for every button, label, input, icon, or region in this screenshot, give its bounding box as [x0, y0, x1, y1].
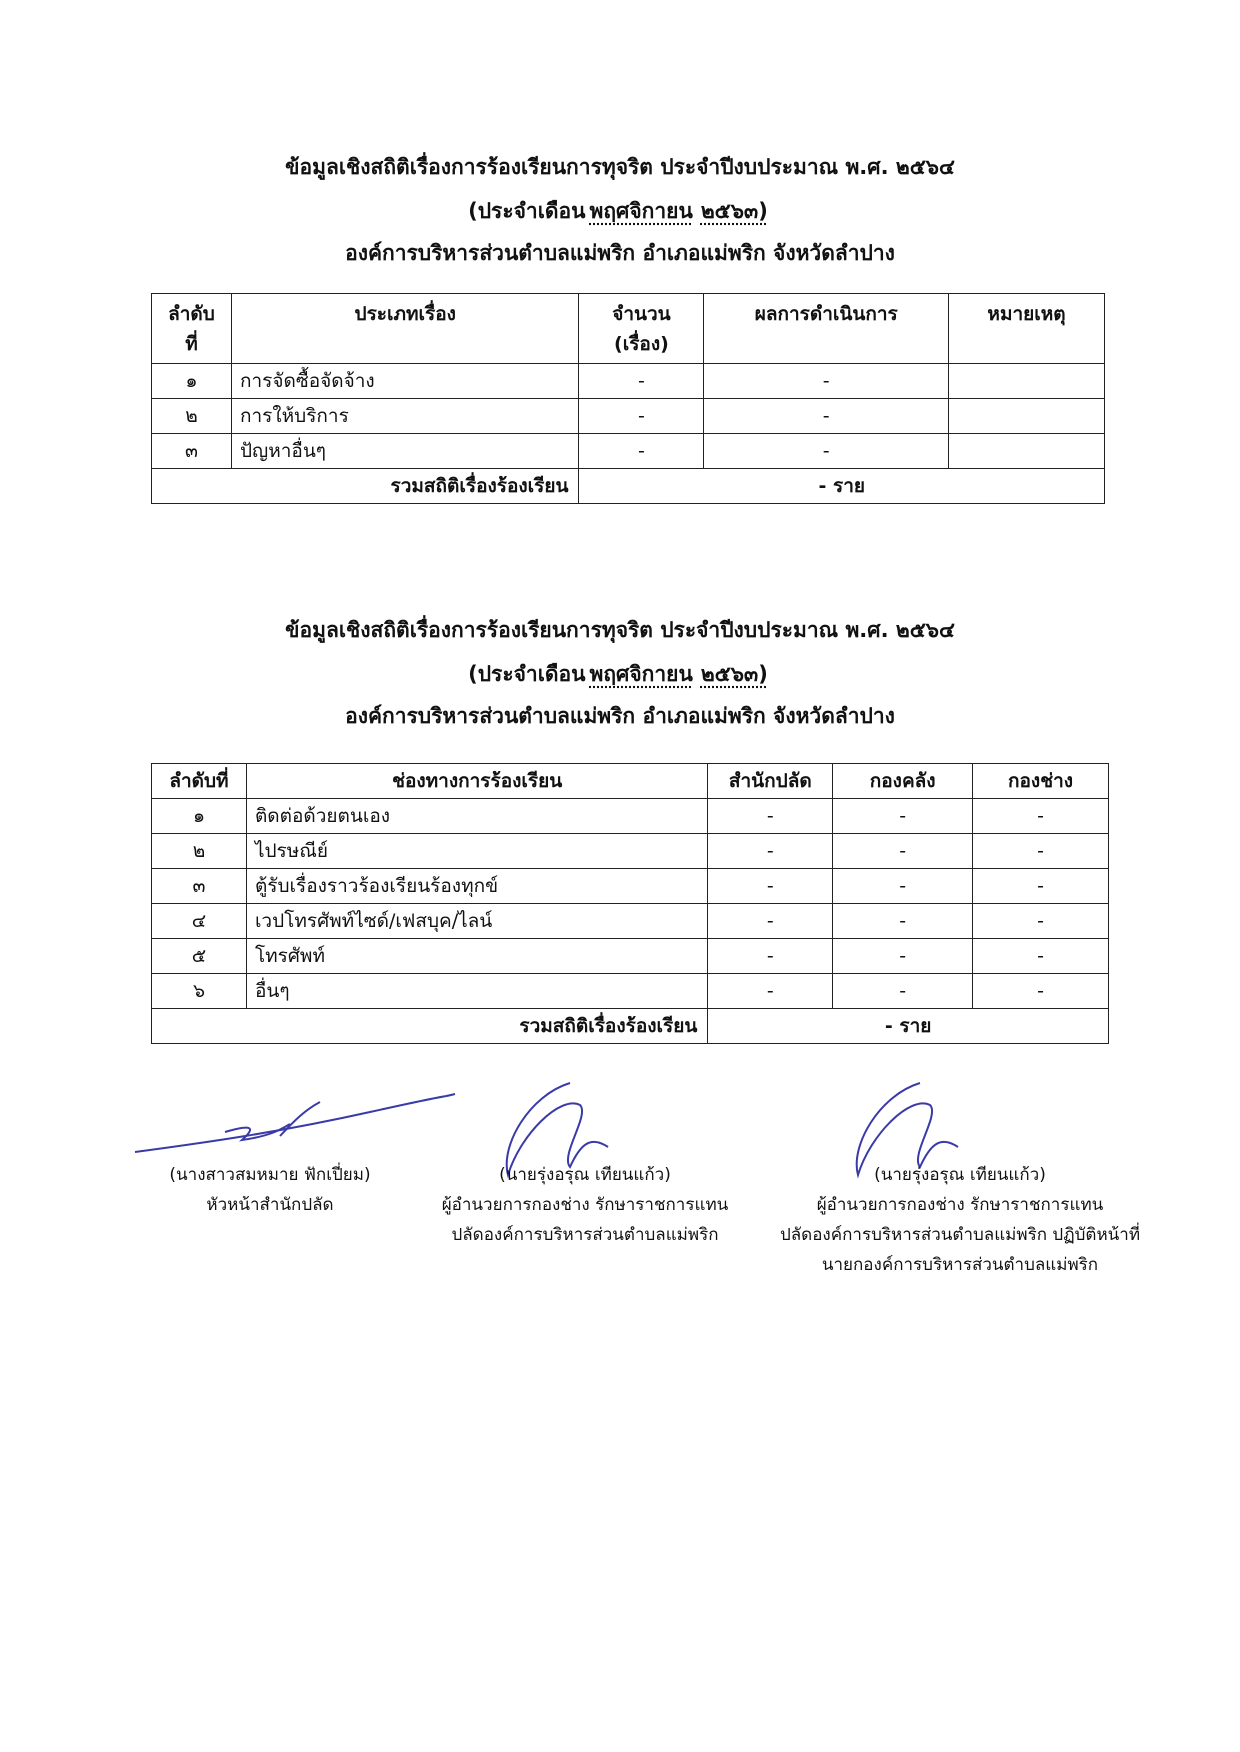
signature-1-image — [130, 1080, 460, 1160]
cell-works: - — [973, 834, 1109, 869]
header-office: สำนักปลัด — [708, 764, 833, 799]
table-header-row — [152, 294, 1105, 364]
table-row — [152, 974, 1109, 1009]
cell-result: - — [704, 434, 949, 469]
cell-no: ๕ — [152, 939, 247, 974]
cell-channel: ติดต่อด้วยตนเอง — [246, 799, 707, 834]
cell-channel: โทรศัพท์ — [246, 939, 707, 974]
cell-result: - — [704, 364, 949, 399]
table-row — [152, 904, 1109, 939]
cell-office: - — [708, 904, 833, 939]
report2-month-line — [0, 659, 1240, 689]
cell-count: - — [579, 399, 704, 434]
header-result: ผลการดำเนินการ — [704, 294, 949, 364]
signatory-position: ผู้อำนวยการกองช่าง รักษาราชการแทน — [816, 1195, 1104, 1215]
report1-month-year: ๒๕๖๓) — [700, 199, 768, 223]
cell-finance: - — [833, 974, 973, 1009]
cell-channel: ไปรษณีย์ — [246, 834, 707, 869]
cell-channel: ตู้รับเรื่องราวร้องเรียนร้องทุกข์ — [246, 869, 707, 904]
report1-heading — [0, 152, 1240, 268]
header-count: จำนวน (เรื่อง) — [579, 294, 704, 364]
cell-type: ปัญหาอื่นๆ — [231, 434, 579, 469]
cell-no: ๓ — [152, 869, 247, 904]
cell-no: ๔ — [152, 904, 247, 939]
signatory-position-3: นายกองค์การบริหารส่วนตำบลแม่พริก — [821, 1255, 1099, 1275]
report1-month-prefix: (ประจำเดือน — [468, 199, 586, 223]
cell-office: - — [708, 974, 833, 1009]
cell-office: - — [708, 939, 833, 974]
cell-works: - — [973, 974, 1109, 1009]
cell-type: การจัดซื้อจัดจ้าง — [231, 364, 579, 399]
report1-org: องค์การบริหารส่วนตำบลแม่พริก อำเภอแม่พริก จังหวัดลำปาง — [345, 241, 895, 265]
table-row — [152, 799, 1109, 834]
report2-title: ข้อมูลเชิงสถิติเรื่องการร้องเรียนการทุจริต ประจำปีงบประมาณ พ.ศ. ๒๕๖๔ — [285, 618, 955, 642]
cell-finance: - — [833, 904, 973, 939]
signatory-position: หัวหน้าสำนักปลัด — [206, 1195, 334, 1215]
complaint-channel-table — [151, 763, 1109, 1044]
signatory-position-2: ปลัดองค์การบริหารส่วนตำบลแม่พริก ปฏิบัติหน้าที่ — [779, 1225, 1141, 1245]
cell-count: - — [579, 434, 704, 469]
report2-month-value: พฤศจิกายน — [589, 662, 693, 686]
signature-block-1 — [120, 1160, 420, 1220]
table-total-row — [152, 469, 1105, 504]
total-value: - ราย — [579, 469, 1105, 504]
header-works: กองช่าง — [973, 764, 1109, 799]
cell-finance: - — [833, 799, 973, 834]
cell-channel: อื่นๆ — [246, 974, 707, 1009]
table-row — [152, 364, 1105, 399]
total-value: - ราย — [708, 1009, 1109, 1044]
header-note: หมายเหตุ — [949, 294, 1105, 364]
table-header-row — [152, 764, 1109, 799]
table-row — [152, 939, 1109, 974]
report1-title: ข้อมูลเชิงสถิติเรื่องการร้องเรียนการทุจริต ประจำปีงบประมาณ พ.ศ. ๒๕๖๔ — [285, 155, 955, 179]
cell-note — [949, 364, 1105, 399]
cell-type: การให้บริการ — [231, 399, 579, 434]
cell-works: - — [973, 939, 1109, 974]
cell-count: - — [579, 364, 704, 399]
cell-finance: - — [833, 939, 973, 974]
table-row — [152, 399, 1105, 434]
header-channel: ช่องทางการร้องเรียน — [246, 764, 707, 799]
cell-works: - — [973, 869, 1109, 904]
report2-month-year: ๒๕๖๓) — [700, 662, 768, 686]
cell-finance: - — [833, 834, 973, 869]
cell-no: ๑ — [152, 364, 232, 399]
table-total-row — [152, 1009, 1109, 1044]
cell-finance: - — [833, 869, 973, 904]
cell-office: - — [708, 799, 833, 834]
header-finance: กองคลัง — [833, 764, 973, 799]
cell-no: ๑ — [152, 799, 247, 834]
report2-month-prefix: (ประจำเดือน — [468, 662, 586, 686]
complaint-type-table — [151, 293, 1105, 504]
header-type: ประเภทเรื่อง — [231, 294, 579, 364]
signature-block-2 — [415, 1160, 755, 1250]
cell-no: ๖ — [152, 974, 247, 1009]
table-row — [152, 834, 1109, 869]
report2-heading — [0, 615, 1240, 731]
signature-block-3 — [750, 1160, 1170, 1280]
cell-works: - — [973, 904, 1109, 939]
signatory-name: (นายรุ่งอรุณ เทียนแก้ว) — [874, 1165, 1046, 1185]
signatory-position: ผู้อำนวยการกองช่าง รักษาราชการแทน — [441, 1195, 729, 1215]
report1-month-line — [0, 196, 1240, 226]
cell-no: ๒ — [152, 399, 232, 434]
total-label: รวมสถิติเรื่องร้องเรียน — [152, 1009, 708, 1044]
cell-note — [949, 434, 1105, 469]
cell-no: ๓ — [152, 434, 232, 469]
cell-note — [949, 399, 1105, 434]
report2-org: องค์การบริหารส่วนตำบลแม่พริก อำเภอแม่พริก จังหวัดลำปาง — [345, 704, 895, 728]
header-no: ลำดับ ที่ — [152, 294, 232, 364]
total-label: รวมสถิติเรื่องร้องเรียน — [152, 469, 579, 504]
cell-works: - — [973, 799, 1109, 834]
signatory-name: (นางสาวสมหมาย ฟักเปี่ยม) — [169, 1165, 371, 1185]
table-row — [152, 434, 1105, 469]
signatory-position-2: ปลัดองค์การบริหารส่วนตำบลแม่พริก — [451, 1225, 719, 1245]
cell-office: - — [708, 834, 833, 869]
header-no: ลำดับที่ — [152, 764, 247, 799]
cell-office: - — [708, 869, 833, 904]
cell-result: - — [704, 399, 949, 434]
cell-channel: เวปโทรศัพท์ไซด์/เฟสบุค/ไลน์ — [246, 904, 707, 939]
report1-month-value: พฤศจิกายน — [589, 199, 693, 223]
signatory-name: (นายรุ่งอรุณ เทียนแก้ว) — [499, 1165, 671, 1185]
cell-no: ๒ — [152, 834, 247, 869]
table-row — [152, 869, 1109, 904]
